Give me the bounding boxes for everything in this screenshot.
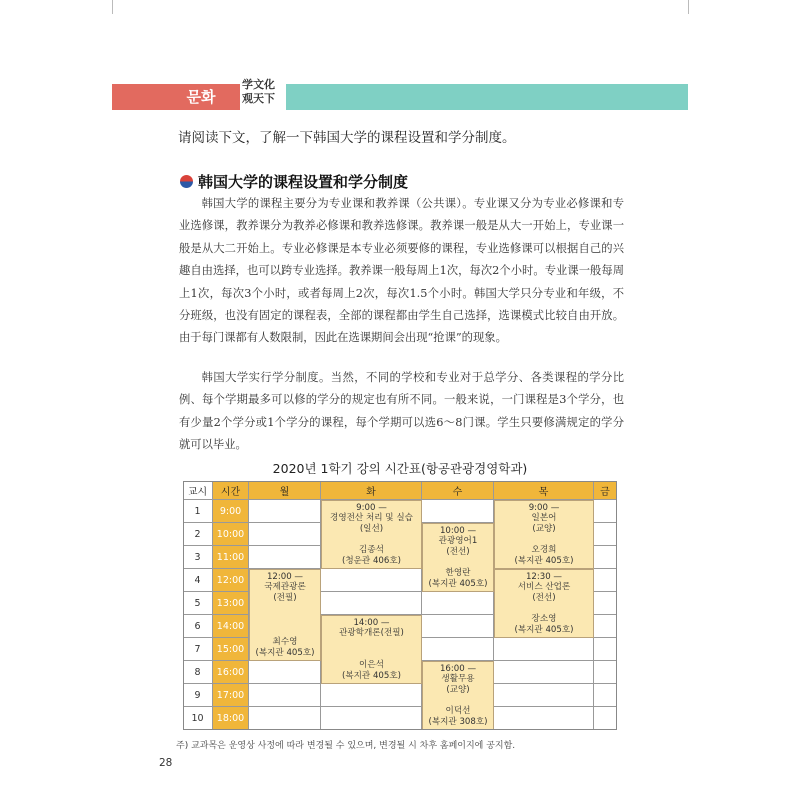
empty-cell [422,615,494,638]
course-line: 이덕선 [445,706,471,717]
paragraph-2 [179,367,624,457]
course-info [339,618,404,639]
course-line: 12:00 — [266,572,304,582]
paragraph-1 [179,193,624,350]
empty-cell [494,707,594,730]
course-block-thu1 [494,500,594,569]
course-line: 서비스 산업론 [517,582,571,593]
empty-cell [249,546,321,569]
time-cell: 18:00 [213,707,249,730]
time-cell: 9:00 [213,500,249,523]
course-info [428,706,487,727]
period-cell: 7 [183,638,213,661]
course-line: 일본어 [531,513,557,524]
period-cell: 6 [183,615,213,638]
course-block-tue1 [321,500,422,569]
course-line: 9:00 — [528,503,560,513]
empty-cell [494,684,594,707]
course-block-wed2 [422,661,494,730]
section-title: 韩国大学的课程设置和学分制度 [198,173,409,191]
time-cell: 10:00 [213,523,249,546]
header-3: 월 [249,481,321,500]
empty-cell [321,707,422,730]
course-line: 김종석 [359,545,384,556]
course-line: (교양) [532,523,556,534]
period-cell: 10 [183,707,213,730]
course-line: 16:00 — [439,664,477,674]
course-info [440,664,476,695]
period-cell: 3 [183,546,213,569]
course-line: 관광영어1 [438,536,478,547]
course-line: 10:00 — [439,526,477,536]
empty-cell [594,569,617,592]
banner-tag: 문화 [186,88,216,106]
empty-cell [249,523,321,546]
empty-cell [594,615,617,638]
empty-cell [494,661,594,684]
taegeuk-icon [180,175,193,188]
paragraph-1-text: 韩国大学的课程主要分为专业课和教养课（公共课）。专业课又分为专业必修课和专业选修课，教养课分为教养必修课和教养选修课。教养课一般是从大一开始上，专业课一般是从大二开始上。专业必修课是本专业必须要修的课程，专业选修课可以根据自己的兴趣自由选择，也可以跨专业选择。教养课一般每周上1次，每次2个小时。专业课一般每周上1次，每次3个小时，或者每周上2次，每次1.5个小时。韩国大学只分专业和年级，不分班级，也没有固定的课程表，全部的课程都由学生自己选择，选课模式比较自由开放。由于每门课都有人数限制，因此在选课期间会出现“抢课”的现象。 [179,197,624,345]
course-line: 장소영 [531,614,557,625]
course-info [514,614,573,635]
course-line: 12:30 — [525,572,563,582]
time-cell: 17:00 [213,684,249,707]
empty-cell [594,638,617,661]
course-info [264,572,306,603]
course-line: (복지관 405호) [514,624,574,635]
course-info [330,503,413,534]
header-5: 수 [422,481,494,500]
time-cell: 16:00 [213,661,249,684]
course-info [518,572,571,603]
empty-cell [422,592,494,615]
period-cell: 5 [183,592,213,615]
period-cell: 4 [183,569,213,592]
empty-cell [494,638,594,661]
page-number: 28 [159,757,173,769]
banner-teal-block [286,84,688,110]
time-cell: 15:00 [213,638,249,661]
empty-cell [594,523,617,546]
empty-cell [321,592,422,615]
course-line: (청운관 406호) [341,555,402,566]
period-cell: 9 [183,684,213,707]
course-line: (전필) [273,592,297,603]
empty-cell [594,592,617,615]
empty-cell [321,684,422,707]
course-line: (복지관 405호) [341,670,402,681]
banner-subtitle [242,78,275,106]
empty-cell [594,707,617,730]
course-line: 국제관광론 [264,582,306,593]
course-line: 관광학개론(전필) [339,628,404,639]
time-cell: 14:00 [213,615,249,638]
banner-subtitle-line1: 学文化 [242,78,275,91]
period-cell: 2 [183,523,213,546]
course-block-mon1 [249,569,321,661]
empty-cell [249,500,321,523]
course-line: 9:00 — [356,503,387,513]
empty-cell [321,569,422,592]
course-line: 경영전산 처리 및 실습 [330,513,413,524]
empty-cell [249,707,321,730]
period-cell: 8 [183,661,213,684]
empty-cell [594,661,617,684]
footnote: 주) 교과목은 운영상 사정에 따라 변경될 수 있으며, 변경될 시 차후 홈페이지에 공지함. [176,741,516,751]
crop-mark-left [112,0,113,14]
empty-cell [594,684,617,707]
empty-cell [594,500,617,523]
intro-text: 请阅读下文，了解一下韩国大学的课程设置和学分制度。 [178,130,516,146]
course-line: (전선) [532,592,556,603]
course-line: (일선) [359,523,384,534]
header-6: 목 [494,481,594,500]
empty-cell [422,638,494,661]
course-line: (복지관 405호) [428,578,488,589]
course-line: (전선) [446,546,470,557]
course-line: 14:00 — [353,618,390,628]
course-line: (복지관 308호) [428,716,488,727]
timetable [183,481,617,730]
course-line: 한영란 [445,568,471,579]
course-line: 최수영 [272,637,298,648]
course-block-tue2 [321,615,422,684]
course-info [428,568,487,589]
course-info [439,526,478,557]
period-cell: 1 [183,500,213,523]
course-line: (복지관 405호) [514,555,574,566]
banner-subtitle-line2: 观天下 [242,92,275,105]
course-info [255,637,314,658]
time-cell: 11:00 [213,546,249,569]
header-1: 교시 [183,481,213,500]
course-line: (복지관 405호) [255,647,315,658]
crop-mark-right [688,0,689,14]
empty-cell [249,661,321,684]
timetable-title: 2020년 1학기 강의 시간표(항공관광경영학과) [272,461,528,476]
empty-cell [422,500,494,523]
course-info [514,545,573,566]
course-line: 이은석 [359,660,384,671]
header-7: 금 [594,481,617,500]
course-line: 생활무용 [441,674,475,685]
course-info [342,660,401,681]
time-cell: 13:00 [213,592,249,615]
empty-cell [249,684,321,707]
header-4: 화 [321,481,422,500]
header-2: 시간 [213,481,249,500]
paragraph-2-text: 韩国大学实行学分制度。当然，不同的学校和专业对于总学分、各类课程的学分比例、每个学期最多可以修的学分的规定也有所不同。一般来说，一门课程是3个学分，也有少量2个学分或1个学分的课程，每个学期可以选6～8门课。学生只要修满规定的学分就可以毕业。 [179,371,624,452]
course-line: (교양) [446,684,470,695]
course-block-wed1 [422,523,494,592]
course-info [342,545,401,566]
course-info [529,503,560,534]
course-line: 오경희 [531,545,557,556]
empty-cell [594,546,617,569]
course-block-thu2 [494,569,594,638]
time-cell: 12:00 [213,569,249,592]
